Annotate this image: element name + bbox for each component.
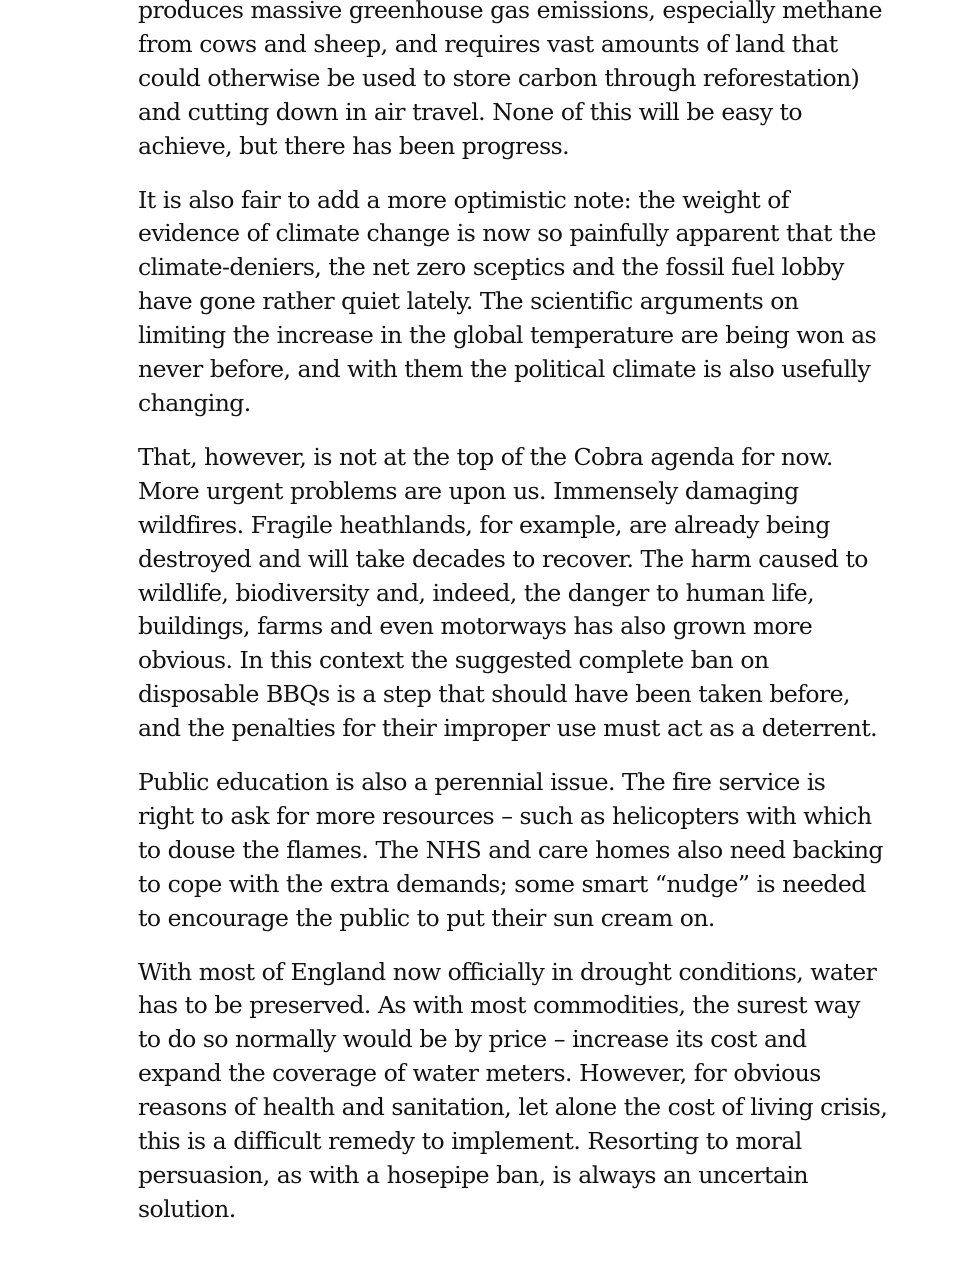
paragraph-line: to douse the flames. The NHS and care homes also need backing xyxy=(138,835,883,864)
paragraph-line: to cope with the extra demands; some smart “nudge” is needed xyxy=(138,869,866,898)
paragraph-line: produces massive greenhouse gas emissions, especially methane xyxy=(138,0,882,24)
article-paragraph xyxy=(138,441,878,746)
paragraph-line: evidence of climate change is now so painfully apparent that the xyxy=(138,219,876,248)
article-paragraph xyxy=(138,184,877,421)
paragraph-line: limiting the increase in the global temperature are being won as xyxy=(138,321,877,350)
paragraph-line: destroyed and will take decades to recover. The harm caused to xyxy=(138,544,868,573)
paragraph-line: More urgent problems are upon us. Immensely damaging xyxy=(138,476,799,505)
paragraph-line: buildings, farms and even motorways has also grown more xyxy=(138,612,813,641)
article-body xyxy=(138,0,888,1247)
paragraph-line: That, however, is not at the top of the Cobra agenda for now. xyxy=(138,442,833,471)
paragraph-line: Public education is also a perennial issue. The fire service is xyxy=(138,768,826,797)
paragraph-line: and cutting down in air travel. None of this will be easy to xyxy=(138,97,803,126)
paragraph-line: have gone rather quiet lately. The scientific arguments on xyxy=(138,287,799,316)
paragraph-line: and the penalties for their improper use must act as a deterrent. xyxy=(138,714,878,743)
paragraph-line: It is also fair to add a more optimistic note: the weight of xyxy=(138,185,789,214)
paragraph-line: reasons of health and sanitation, let alone the cost of living crisis, xyxy=(138,1093,888,1122)
paragraph-line: to encourage the public to put their sun cream on. xyxy=(138,903,715,932)
paragraph-line: persuasion, as with a hosepipe ban, is always an uncertain xyxy=(138,1161,808,1189)
paragraph-line: this is a difficult remedy to implement. Resorting to moral xyxy=(138,1127,802,1156)
paragraph-line: wildfires. Fragile heathlands, for example, are already being xyxy=(138,510,830,539)
paragraph-line: obvious. In this context the suggested complete ban on xyxy=(138,646,769,675)
paragraph-line: climate-deniers, the net zero sceptics and the fossil fuel lobby xyxy=(138,253,844,282)
article-paragraph xyxy=(138,956,888,1227)
paragraph-line: has to be preserved. As with most commodities, the surest way xyxy=(138,991,860,1020)
paragraph-line: With most of England now officially in drought conditions, water xyxy=(138,957,877,986)
article-paragraph xyxy=(138,0,882,164)
paragraph-line: right to ask for more resources – such as helicopters with which xyxy=(138,801,872,830)
article-paragraph xyxy=(138,766,883,936)
paragraph-line: from cows and sheep, and requires vast amounts of land that xyxy=(138,29,838,58)
paragraph-line: wildlife, biodiversity and, indeed, the danger to human life, xyxy=(138,578,815,607)
paragraph-line: disposable BBQs is a step that should have been taken before, xyxy=(138,680,850,709)
paragraph-line: achieve, but there has been progress. xyxy=(138,131,570,160)
paragraph-line: could otherwise be used to store carbon through reforestation) xyxy=(138,63,860,92)
paragraph-line: solution. xyxy=(138,1194,236,1223)
paragraph-line: changing. xyxy=(138,388,251,417)
paragraph-line: never before, and with them the political climate is also usefully xyxy=(138,355,871,384)
paragraph-line: expand the coverage of water meters. However, for obvious xyxy=(138,1059,821,1088)
paragraph-line: to do so normally would be by price – increase its cost and xyxy=(138,1025,807,1054)
